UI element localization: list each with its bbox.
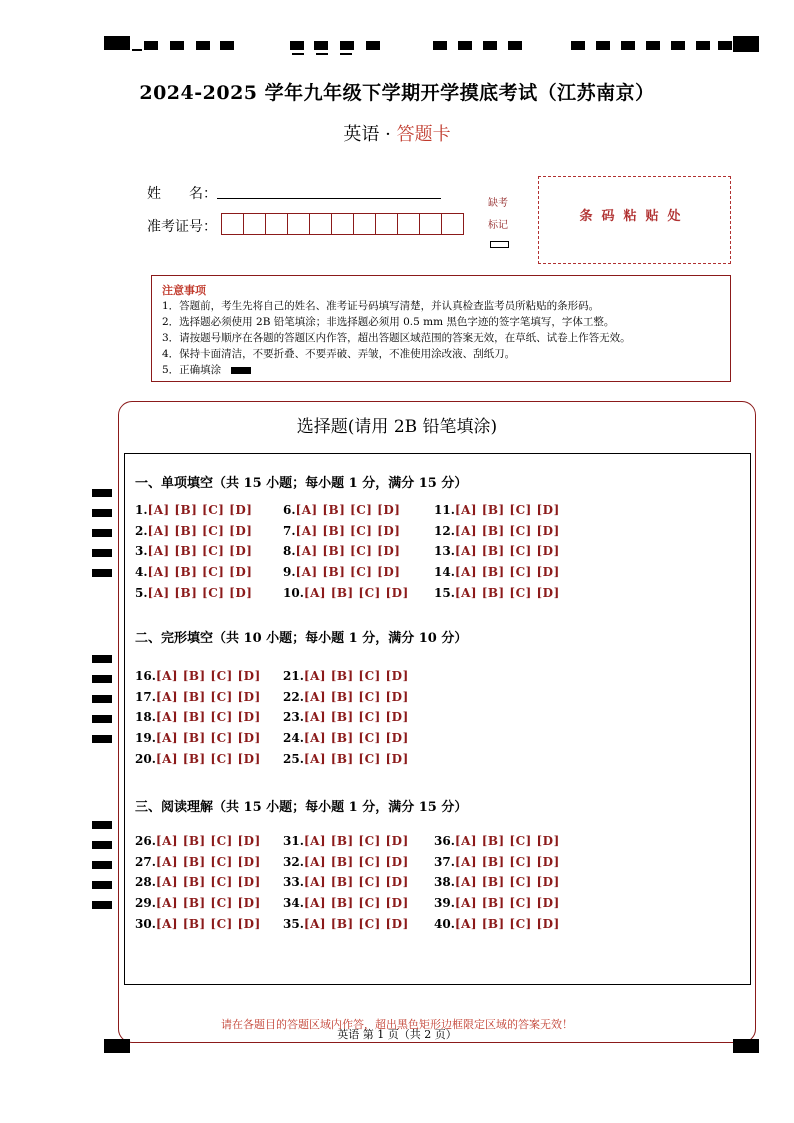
id-digit-box[interactable] [309, 213, 332, 235]
filled-bubble-sample [231, 367, 251, 374]
absent-label-line2: 标记 [488, 220, 508, 231]
timing-mark [104, 1039, 130, 1053]
section-title: 二、完形填空（共 10 小题；每小题 1 分，满分 10 分） [135, 631, 468, 646]
absent-label-line1: 缺考 [488, 198, 508, 209]
notice-item: 4．保持卡面清洁，不要折叠、不要弄破、弄皱，不准使用涂改液、刮纸刀。 [162, 348, 516, 360]
question-row [283, 544, 400, 558]
question-number: 17. [135, 690, 156, 704]
question-row [283, 565, 400, 579]
answer-bubbles[interactable]: [A] [B] [C] [D] [147, 565, 253, 579]
question-row [434, 834, 560, 848]
notice-item: 1．答题前，考生先将自己的姓名、准考证号码填写清楚，并认真检查监考员所粘贴的条形码。 [162, 300, 600, 312]
exam-title: 2024-2025 学年九年级下学期开学摸底考试（江苏南京） [139, 82, 655, 104]
timing-mark [92, 881, 112, 889]
timing-mark [220, 41, 234, 50]
question-row [283, 875, 409, 889]
timing-mark [92, 715, 112, 723]
question-row [283, 503, 400, 517]
answer-bubbles[interactable]: [A] [B] [C] [D] [303, 855, 409, 869]
answer-bubbles[interactable]: [A] [B] [C] [D] [155, 896, 261, 910]
question-row [135, 917, 261, 931]
timing-mark [92, 569, 112, 577]
answer-bubbles[interactable]: [A] [B] [C] [D] [295, 544, 401, 558]
answer-bubbles[interactable]: [A] [B] [C] [D] [147, 524, 253, 538]
timing-mark [92, 675, 112, 683]
question-number: 16. [135, 669, 156, 683]
answer-bubbles[interactable]: [A] [B] [C] [D] [155, 834, 261, 848]
answer-bubbles[interactable]: [A] [B] [C] [D] [155, 710, 261, 724]
timing-mark [458, 41, 472, 50]
question-number: 1. [135, 503, 148, 517]
question-row [434, 855, 560, 869]
notice-item-text: 5．正确填涂 [162, 364, 222, 376]
question-row [283, 731, 409, 745]
answer-bubbles[interactable]: [A] [B] [C] [D] [155, 752, 261, 766]
question-number: 35. [283, 917, 304, 931]
timing-mark [696, 41, 710, 50]
question-number: 3. [135, 544, 148, 558]
question-number: 21. [283, 669, 304, 683]
id-digit-box[interactable] [397, 213, 420, 235]
question-row [135, 875, 261, 889]
answer-bubbles[interactable]: [A] [B] [C] [D] [454, 896, 560, 910]
timing-mark [292, 53, 304, 55]
answer-bubbles[interactable]: [A] [B] [C] [D] [303, 690, 409, 704]
question-row [283, 917, 409, 931]
question-row [135, 834, 261, 848]
timing-mark [92, 489, 112, 497]
name-field[interactable] [217, 198, 441, 199]
timing-mark [340, 41, 354, 50]
answer-bubbles[interactable]: [A] [B] [C] [D] [454, 586, 560, 600]
answer-bubbles[interactable]: [A] [B] [C] [D] [454, 834, 560, 848]
question-number: 27. [135, 855, 156, 869]
timing-mark [92, 821, 112, 829]
question-number: 33. [283, 875, 304, 889]
question-number: 12. [434, 524, 455, 538]
page-number: 英语 第 1 页（共 2 页） [337, 1028, 457, 1041]
question-number: 11. [434, 503, 455, 517]
answer-bubbles[interactable]: [A] [B] [C] [D] [454, 565, 560, 579]
question-row [283, 586, 409, 600]
notice-box [151, 275, 731, 382]
question-number: 22. [283, 690, 304, 704]
timing-mark [671, 41, 685, 50]
question-row [135, 710, 261, 724]
answer-bubbles[interactable]: [A] [B] [C] [D] [303, 917, 409, 931]
question-row [283, 855, 409, 869]
id-digit-box[interactable] [419, 213, 442, 235]
answer-bubbles[interactable]: [A] [B] [C] [D] [454, 524, 560, 538]
question-number: 36. [434, 834, 455, 848]
question-row [135, 586, 252, 600]
name-label: 姓 名： [147, 186, 217, 202]
answer-bubbles[interactable]: [A] [B] [C] [D] [155, 855, 261, 869]
answer-bubbles[interactable]: [A] [B] [C] [D] [295, 503, 401, 517]
timing-mark [596, 41, 610, 50]
question-row [135, 690, 261, 704]
choice-section-title: 选择题(请用 2B 铅笔填涂) [296, 417, 498, 437]
question-number: 19. [135, 731, 156, 745]
timing-mark [92, 861, 112, 869]
notice-item: 3．请按题号顺序在各题的答题区内作答，超出答题区域范围的答案无效，在草纸、试卷上作答无效。 [162, 332, 631, 344]
timing-mark [92, 529, 112, 537]
answer-bubbles[interactable]: [A] [B] [C] [D] [454, 855, 560, 869]
answer-bubbles[interactable]: [A] [B] [C] [D] [303, 834, 409, 848]
answer-bubbles[interactable]: [A] [B] [C] [D] [295, 565, 401, 579]
question-row [283, 524, 400, 538]
answer-bubbles[interactable]: [A] [B] [C] [D] [147, 503, 253, 517]
question-row [283, 834, 409, 848]
question-row [135, 503, 252, 517]
answer-bubbles[interactable]: [A] [B] [C] [D] [147, 586, 253, 600]
answer-bubbles[interactable]: [A] [B] [C] [D] [155, 917, 261, 931]
answer-bubbles[interactable]: [A] [B] [C] [D] [303, 896, 409, 910]
question-number: 7. [283, 524, 296, 538]
id-digit-box[interactable] [353, 213, 376, 235]
timing-mark [733, 36, 759, 52]
question-number: 38. [434, 875, 455, 889]
notice-item-fill-sample [162, 362, 251, 377]
question-number: 26. [135, 834, 156, 848]
timing-mark [144, 41, 158, 50]
timing-mark [92, 901, 112, 909]
question-number: 40. [434, 917, 455, 931]
question-number: 2. [135, 524, 148, 538]
question-number: 25. [283, 752, 304, 766]
question-number: 6. [283, 503, 296, 517]
question-row [135, 565, 252, 579]
question-number: 34. [283, 896, 304, 910]
question-row [283, 896, 409, 910]
id-digit-box[interactable] [265, 213, 288, 235]
id-digit-box[interactable] [287, 213, 310, 235]
barcode-area [538, 176, 731, 264]
question-row [434, 875, 560, 889]
answer-bubbles[interactable]: [A] [B] [C] [D] [155, 690, 261, 704]
timing-mark [132, 49, 142, 51]
question-number: 39. [434, 896, 455, 910]
question-row [135, 544, 252, 558]
question-number: 37. [434, 855, 455, 869]
question-number: 4. [135, 565, 148, 579]
question-number: 24. [283, 731, 304, 745]
section-title: 三、阅读理解（共 15 小题；每小题 1 分，满分 15 分） [135, 800, 468, 815]
answer-bubbles[interactable]: [A] [B] [C] [D] [155, 731, 261, 745]
timing-mark [571, 41, 585, 50]
question-number: 23. [283, 710, 304, 724]
question-row [434, 503, 560, 517]
footer-warning: 请在各题目的答题区域内作答，超出黑色矩形边框限定区域的答案无效！ [221, 1018, 573, 1031]
absent-mark-box[interactable] [490, 241, 509, 248]
answer-bubbles[interactable]: [A] [B] [C] [D] [454, 917, 560, 931]
question-number: 29. [135, 896, 156, 910]
question-number: 28. [135, 875, 156, 889]
exam-id-label: 准考证号： [147, 219, 217, 235]
answer-bubbles[interactable]: [A] [B] [C] [D] [454, 503, 560, 517]
question-row [283, 690, 409, 704]
subtitle-separator: · [385, 124, 391, 145]
question-number: 8. [283, 544, 296, 558]
answer-bubbles[interactable]: [A] [B] [C] [D] [454, 875, 560, 889]
timing-mark [92, 735, 112, 743]
timing-mark [290, 41, 304, 50]
barcode-label: 条码粘贴处 [579, 209, 690, 224]
timing-mark [508, 41, 522, 50]
question-number: 18. [135, 710, 156, 724]
question-row [283, 710, 409, 724]
timing-mark [92, 655, 112, 663]
timing-mark [718, 41, 732, 50]
question-row [135, 669, 261, 683]
answer-bubbles[interactable]: [A] [B] [C] [D] [303, 586, 409, 600]
answer-bubbles[interactable]: [A] [B] [C] [D] [303, 731, 409, 745]
timing-mark [340, 53, 352, 55]
question-row [135, 752, 261, 766]
answer-bubbles[interactable]: [A] [B] [C] [D] [155, 669, 261, 683]
question-row [135, 524, 252, 538]
timing-mark [621, 41, 635, 50]
answer-bubbles[interactable]: [A] [B] [C] [D] [303, 875, 409, 889]
answer-bubbles[interactable]: [A] [B] [C] [D] [303, 752, 409, 766]
question-row [434, 586, 560, 600]
question-row [434, 544, 560, 558]
answer-bubbles[interactable]: [A] [B] [C] [D] [454, 544, 560, 558]
answer-bubbles[interactable]: [A] [B] [C] [D] [303, 669, 409, 683]
question-number: 5. [135, 586, 148, 600]
id-digit-box[interactable] [243, 213, 266, 235]
timing-mark [92, 695, 112, 703]
notice-title: 注意事项 [162, 284, 206, 297]
question-number: 13. [434, 544, 455, 558]
question-number: 32. [283, 855, 304, 869]
answer-card-label: 答题卡 [396, 124, 451, 145]
answer-bubbles[interactable]: [A] [B] [C] [D] [155, 875, 261, 889]
question-row [434, 896, 560, 910]
exam-id-boxes[interactable] [222, 213, 464, 235]
answer-bubbles[interactable]: [A] [B] [C] [D] [147, 544, 253, 558]
question-row [283, 669, 409, 683]
answer-bubbles[interactable]: [A] [B] [C] [D] [295, 524, 401, 538]
question-row [434, 565, 560, 579]
timing-mark [170, 41, 184, 50]
timing-mark [483, 41, 497, 50]
question-row [434, 917, 560, 931]
subject-label: 英语 [343, 124, 380, 145]
timing-mark [104, 36, 130, 50]
timing-mark [92, 509, 112, 517]
timing-mark [316, 53, 328, 55]
timing-mark [433, 41, 447, 50]
id-digit-box[interactable] [331, 213, 354, 235]
id-digit-box[interactable] [375, 213, 398, 235]
timing-mark [314, 41, 328, 50]
notice-item: 2．选择题必须使用 2B 铅笔填涂；非选择题必须用 0.5 mm 黑色字迹的签字笔填写，字体工整。 [162, 316, 615, 328]
question-row [135, 855, 261, 869]
card-subtitle [0, 120, 794, 146]
question-number: 10. [283, 586, 304, 600]
question-number: 15. [434, 586, 455, 600]
question-number: 9. [283, 565, 296, 579]
timing-mark [733, 1039, 759, 1053]
id-digit-box[interactable] [441, 213, 464, 235]
absent-mark-label [480, 193, 516, 237]
timing-mark [92, 841, 112, 849]
timing-mark [196, 41, 210, 50]
question-row [434, 524, 560, 538]
section-title: 一、单项填空（共 15 小题；每小题 1 分，满分 15 分） [135, 476, 468, 491]
timing-mark [366, 41, 380, 50]
timing-mark [646, 41, 660, 50]
question-number: 31. [283, 834, 304, 848]
question-row [135, 896, 261, 910]
answer-bubbles[interactable]: [A] [B] [C] [D] [303, 710, 409, 724]
question-row [283, 752, 409, 766]
question-number: 20. [135, 752, 156, 766]
timing-mark [92, 549, 112, 557]
question-number: 14. [434, 565, 455, 579]
question-number: 30. [135, 917, 156, 931]
question-row [135, 731, 261, 745]
id-digit-box[interactable] [221, 213, 244, 235]
